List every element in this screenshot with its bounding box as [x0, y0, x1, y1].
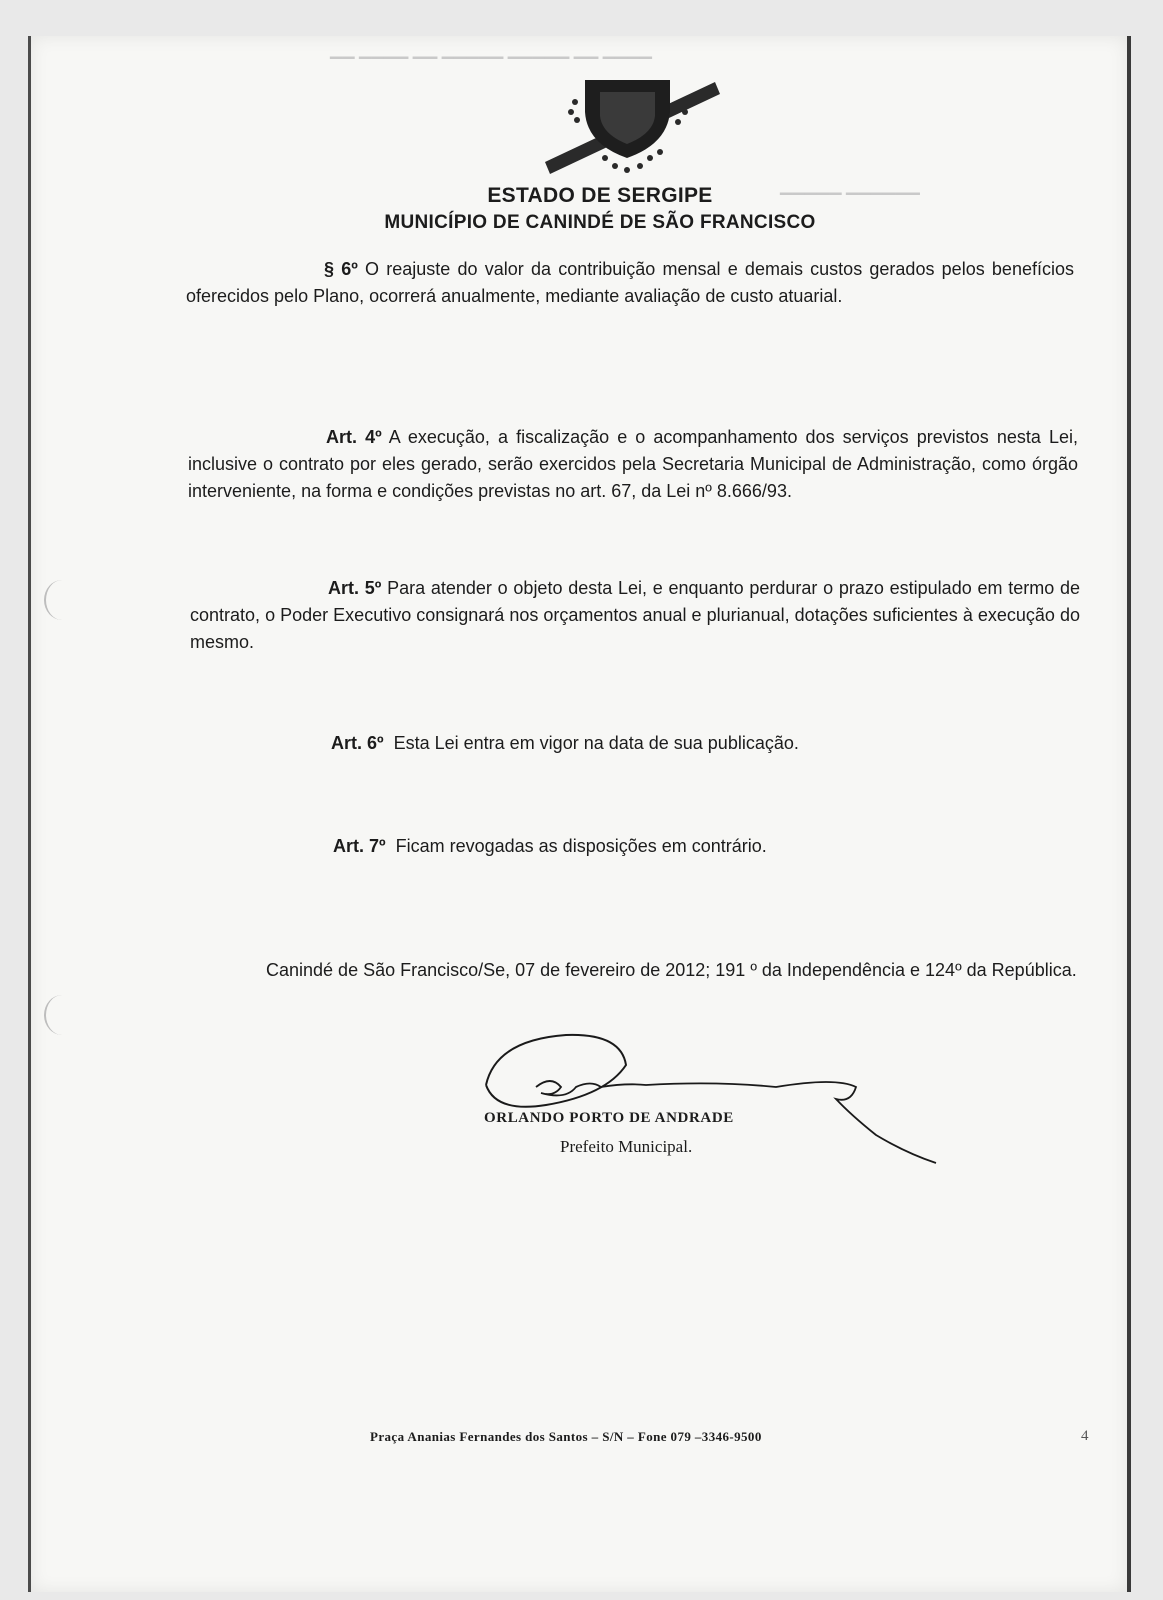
paragraph-text: O reajuste do valor da contribuição mensal e demais custos gerados pelos benefícios oferecidos pelo Plano, ocorrerá anualmente, mediante avaliação de custo atuarial.	[186, 259, 1074, 306]
article-5	[190, 575, 1080, 656]
handwritten-signature	[456, 1025, 956, 1175]
article-text: Para atender o objeto desta Lei, e enquanto perdurar o prazo estipulado em termo de contrato, o Poder Executivo consignará nos orçamentos anual e plurianual, dotações suficientes à execução do mesmo.	[190, 578, 1080, 652]
signatory-name: ORLANDO PORTO DE ANDRADE	[484, 1110, 734, 1126]
punch-hole	[44, 580, 80, 620]
article-4	[188, 424, 1078, 505]
article-text: Ficam revogadas as disposições em contrário.	[395, 836, 767, 856]
article-7	[333, 836, 767, 857]
article-text: A execução, a fiscalização e o acompanhamento dos serviços previstos nesta Lei, inclusive o contrato por eles gerado, serão exercidos pela Secretaria Municipal de Administração, como órgão interveniente, na forma e condições previstas no art. 67, da Lei nº 8.666/93.	[188, 427, 1078, 501]
punch-hole	[44, 995, 80, 1035]
state-heading: ESTADO DE SERGIPE	[487, 184, 713, 207]
bleed-through-mark: ▁▁▁▁▁ ▁▁▁▁▁▁	[780, 178, 920, 195]
coat-of-arms-emblem	[545, 72, 735, 182]
paragraph-6	[186, 256, 1074, 310]
municipality-heading: MUNICÍPIO DE CANINDÉ DE SÃO FRANCISCO	[384, 212, 816, 233]
article-text: Esta Lei entra em vigor na data de sua publicação.	[393, 733, 799, 753]
bleed-through-mark: ▁▁ ▁▁▁▁ ▁▁ ▁▁▁▁▁ ▁▁▁▁▁ ▁▁ ▁▁▁▁	[330, 42, 652, 59]
article-label: Art. 4º	[326, 427, 382, 447]
article-label: Art. 7º	[333, 836, 386, 856]
closing-text: Canindé de São Francisco/Se, 07 de fevereiro de 2012; 191 º da Independência e 124º da República.	[266, 960, 1077, 980]
signatory-title: Prefeito Municipal.	[560, 1137, 693, 1156]
article-label: Art. 6º	[331, 733, 384, 753]
paragraph-label: § 6º	[324, 259, 358, 279]
page-number: 4	[1081, 1428, 1089, 1444]
closing-statement	[198, 957, 1086, 984]
article-label: Art. 5º	[328, 578, 382, 598]
article-6	[331, 733, 799, 754]
footer-address: Praça Ananias Fernandes dos Santos – S/N – Fone 079 –3346-9500	[370, 1429, 762, 1444]
